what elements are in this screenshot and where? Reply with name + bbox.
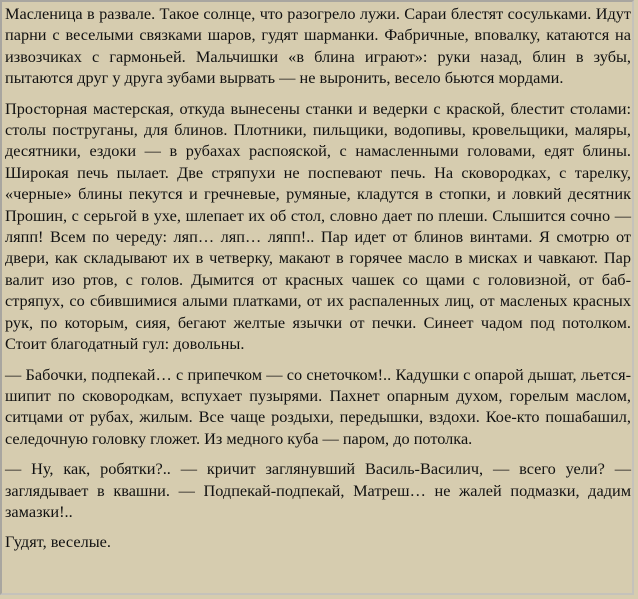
paragraph: Масленица в развале. Такое солнце, что разогрело лужи. Сараи блестят сосульками. Идут парни с веселыми связками шаров, гудят шарманки. Фабричные, вповалку, катаются на извозчиках с гармоньей. Мальчишки «в блина играют»: руки назад, блин в зубы, пытаются друг у друга зубами вырвать — не выронить, весело бьются мордами. (5, 4, 631, 88)
paragraph: — Ну, как, робятки?.. — кричит заглянувший Василь-Василич, — всего уели? — заглядывает в квашни. — Подпекай-подпекай, Матреш… не жалей подмазки, дадим замазки!.. (5, 459, 631, 521)
paragraph: Просторная мастерская, откуда вынесены станки и ведерки с краской, блестит столами: столы поструганы, для блинов. Плотники, пильщики, водопивы, кровельщики, маляры, десятники, ездоки — в рубахах распояской, с намасленными головами, едят блины. Широкая печь пылает. Две стряпухи не поспевают печь. На сковородках, с тарелку, «черные» блины пекутся и гречневые, румяные, кладутся в стопки, и ловкий десятник Прошин, с серьгой в ухе, шлепает их об стол, словно дает по плеши. Слышится сочно — ляпп! Всем по череду: ляп… ляп… ляпп!.. Пар идет от блинов винтами. Я смотрю от двери, как складывают их в четверку, макают в горячее масло в мисках и чавкают. Пар валит изо ртов, с голов. Дымится от красных чашек со щами с головизной, от баб-стряпух, со сбившимися алыми платками, от их распаленных лиц, от масленых красных рук, по которым, сияя, бегают желтые язычки от печки. Синеет чадом под потолком. Стоит благодатный гул: довольны. (5, 98, 631, 354)
document-text (5, 3, 631, 553)
paragraph: Гудят, веселые. (5, 532, 111, 552)
paragraph: — Бабочки, подпекай… с припечком — со снеточком!.. Кадушки с опарой дышат, льется-шипит по сковородкам, вспухает пузырями. Пахнет опарным духом, горелым маслом, ситцами от рубах, жилым. Все чаще роздыхи, передышки, вздохи. Кое-кто пошабашил, селедочную головку гложет. Из медного куба — паром, до потолка. (5, 364, 631, 448)
